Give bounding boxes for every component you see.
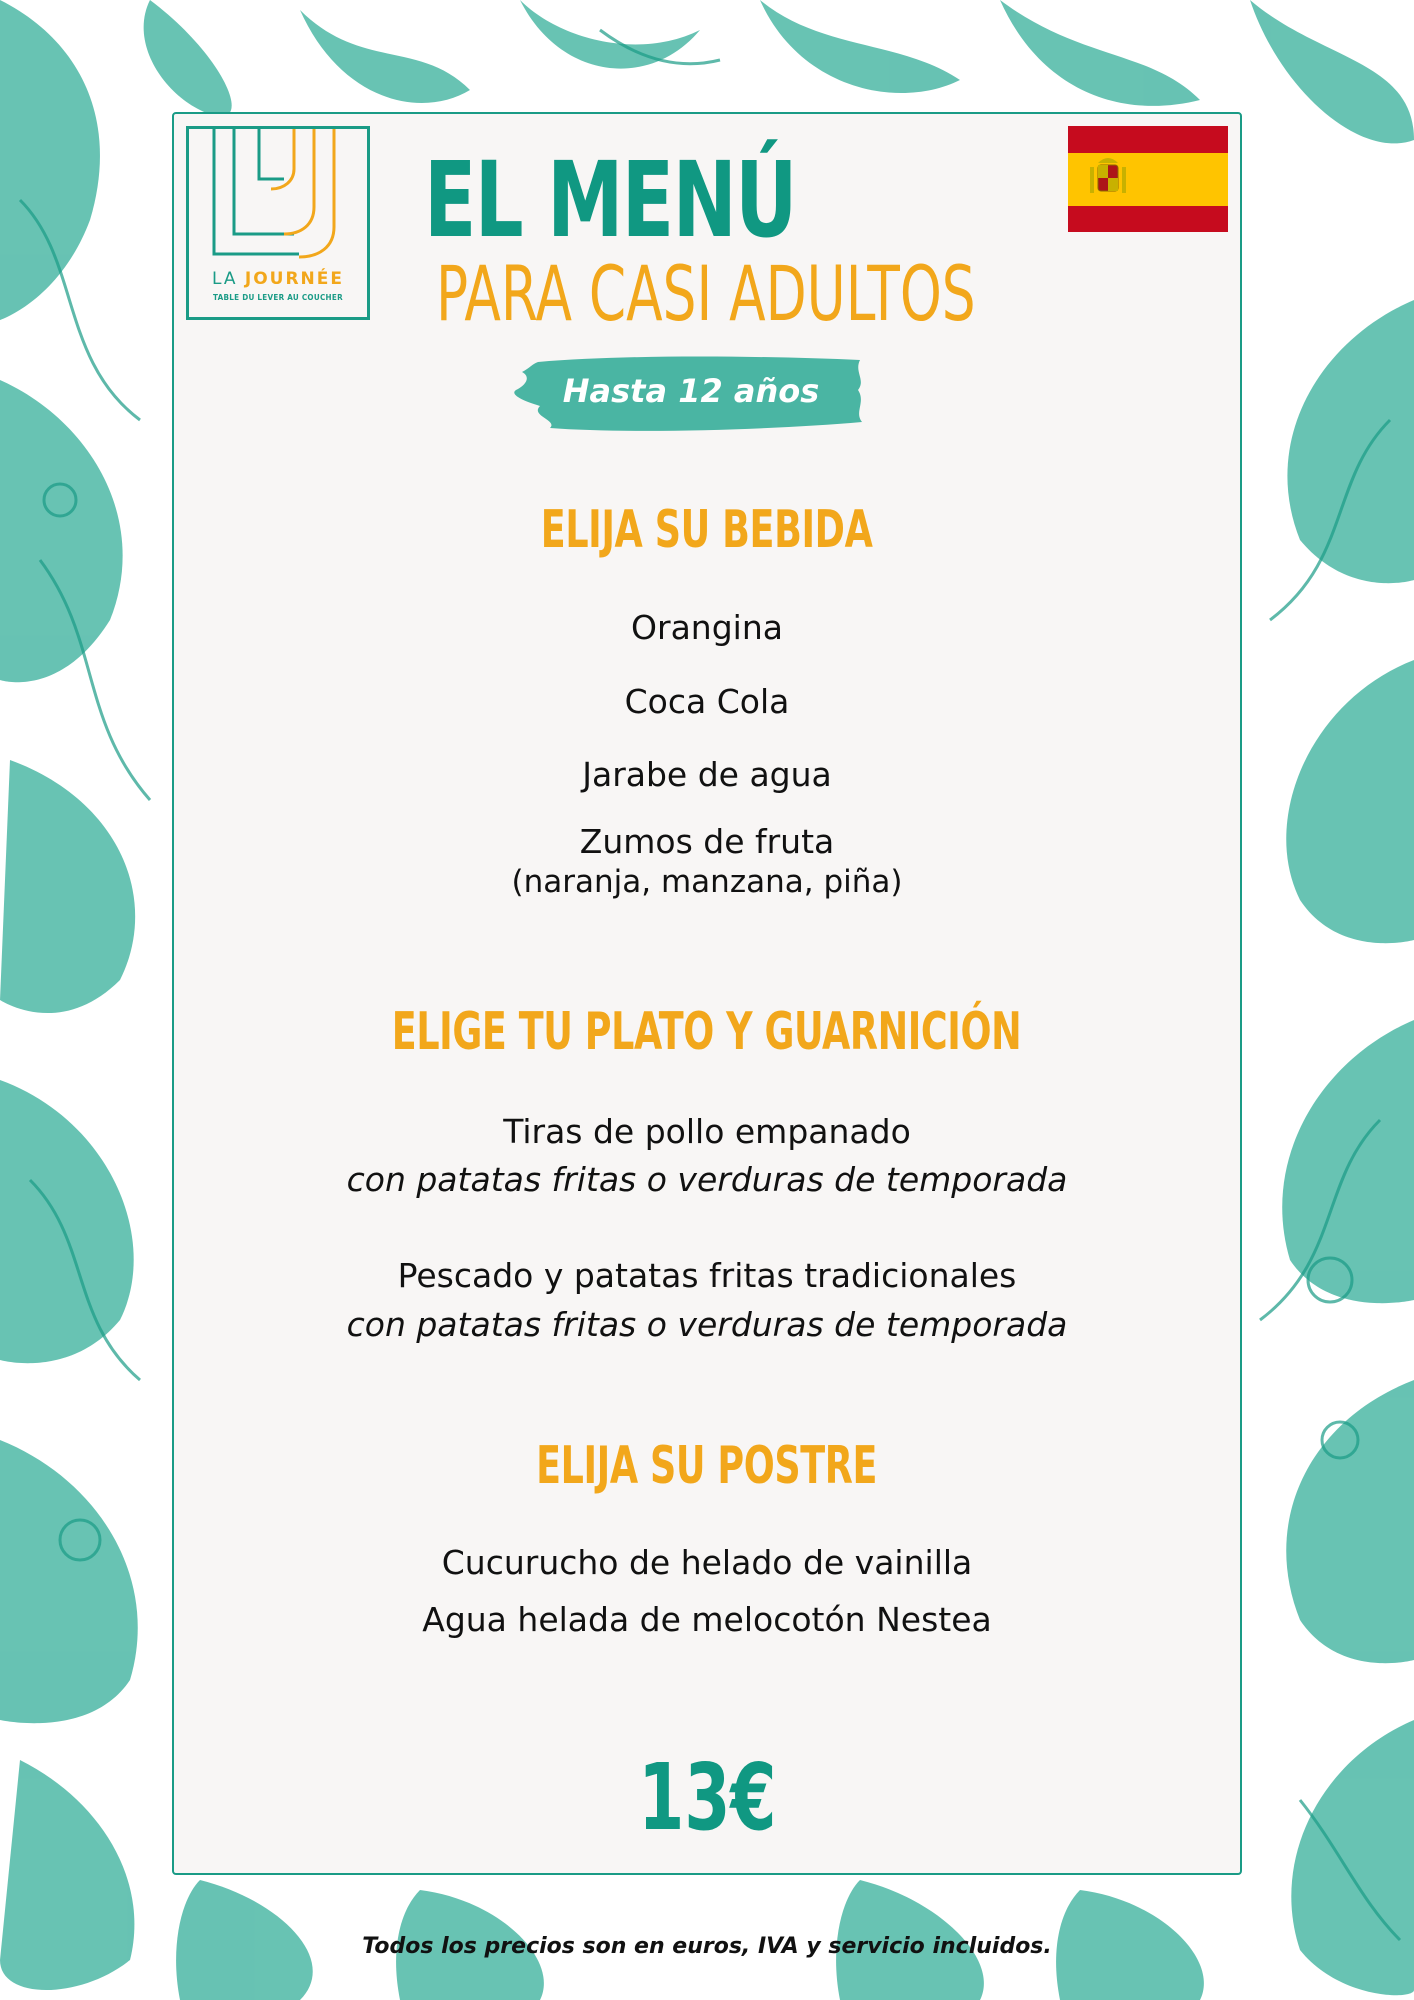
drink-item: Zumos de fruta — [579, 822, 835, 861]
drink-item: Jarabe de agua — [582, 755, 832, 794]
logo-name: LA JOURNÉE — [211, 269, 345, 289]
logo-tagline: TABLE DU LEVER AU COUCHER — [213, 293, 343, 302]
drinks-title: ELIJA SU BEBIDA — [541, 500, 873, 560]
menu-price: 13€ — [637, 1744, 777, 1851]
main-dish-side: con patatas fritas o verduras de temporada — [346, 1160, 1068, 1199]
age-badge — [510, 350, 872, 436]
spain-flag-icon — [1068, 126, 1228, 232]
drink-item: Orangina — [631, 608, 783, 647]
mains-title: ELIGE TU PLATO Y GUARNICIÓN — [392, 1002, 1022, 1062]
dessert-item: Cucurucho de helado de vainilla — [441, 1543, 973, 1582]
page-subtitle: PARA CASI ADULTOS — [436, 249, 976, 338]
age-badge-text: Hasta 12 años — [562, 372, 820, 410]
la-journee-logo — [186, 126, 370, 320]
main-dish-name: Pescado y patatas fritas tradicionales — [397, 1256, 1017, 1295]
footer-note: Todos los precios son en euros, IVA y servicio incluidos. — [362, 1934, 1052, 1959]
main-dish-side: con patatas fritas o verduras de temporada — [346, 1305, 1068, 1344]
main-dish-name: Tiras de pollo empanado — [503, 1112, 911, 1151]
juice-flavors-note: (naranja, manzana, piña) — [511, 864, 903, 900]
page-title: EL MENÚ — [424, 139, 796, 261]
dessert-item: Agua helada de melocotón Nestea — [422, 1600, 992, 1639]
desserts-title: ELIJA SU POSTRE — [536, 1436, 878, 1496]
drink-item: Coca Cola — [624, 682, 790, 721]
